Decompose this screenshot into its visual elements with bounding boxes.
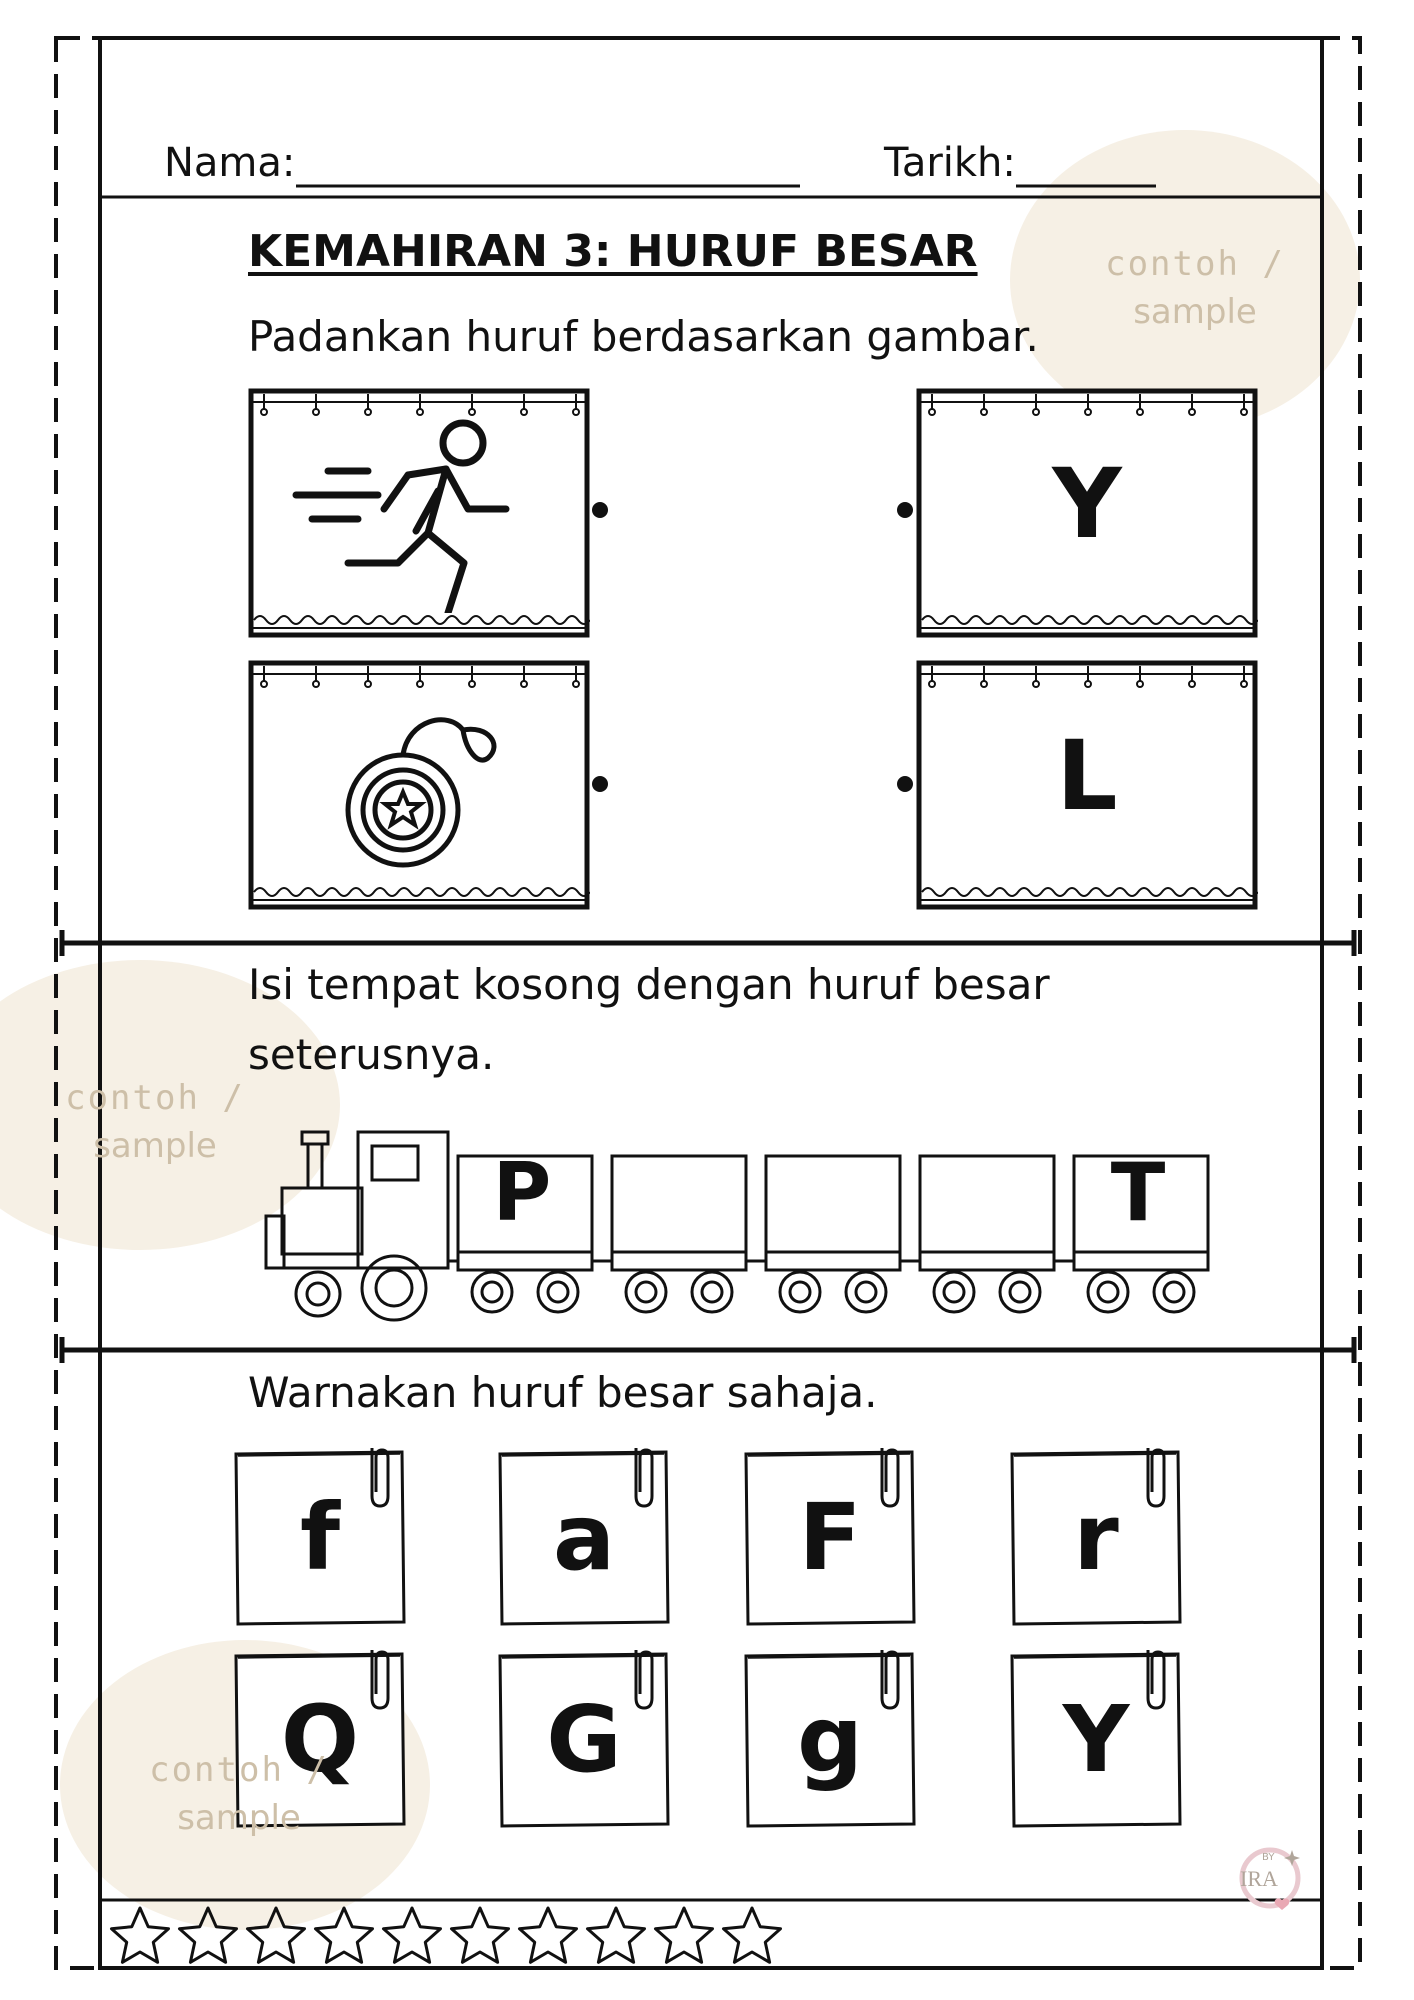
star-rating-row (108, 1904, 808, 1968)
tile-letter: r (1073, 1484, 1119, 1591)
letter-tile[interactable] (742, 1448, 918, 1628)
watermark-line1: contoh / (149, 1750, 329, 1790)
match-dot[interactable] (897, 502, 913, 518)
name-label: Nama: (164, 140, 296, 186)
section2-instruction-line1: Isi tempat kosong dengan huruf besar (248, 960, 1050, 1009)
tile-letter: f (299, 1484, 341, 1591)
watermark-line1: contoh / (1105, 244, 1285, 284)
star-icon[interactable] (724, 1908, 781, 1962)
date-label: Tarikh: (884, 140, 1016, 186)
logo-name: IRA (1240, 1866, 1278, 1891)
tile-letter: a (552, 1484, 616, 1591)
star-icon[interactable] (248, 1908, 305, 1962)
card-letter: Y (1052, 448, 1122, 560)
watermark-line2: sample (1133, 292, 1257, 332)
star-icon[interactable] (588, 1908, 645, 1962)
star-icon[interactable] (316, 1908, 373, 1962)
section2-instruction-line2: seterusnya. (248, 1030, 495, 1079)
letter-tile[interactable] (496, 1650, 672, 1830)
tile-letter: g (797, 1686, 863, 1793)
letter-tile[interactable] (232, 1448, 408, 1628)
worksheet-title: KEMAHIRAN 3: HURUF BESAR (248, 226, 978, 277)
star-icon[interactable] (180, 1908, 237, 1962)
star-icon[interactable] (656, 1908, 713, 1962)
watermark-line2: sample (93, 1126, 217, 1166)
card-letter: L (1056, 720, 1118, 832)
wagon-blank-3[interactable] (766, 1160, 894, 1242)
section1-instruction: Padankan huruf berdasarkan gambar. (248, 312, 1039, 361)
match-dot[interactable] (592, 502, 608, 518)
letter-tile[interactable] (742, 1650, 918, 1830)
watermark-line2: sample (177, 1798, 301, 1838)
letter-tile[interactable] (496, 1448, 672, 1628)
tile-letter: G (546, 1686, 622, 1793)
star-icon[interactable] (452, 1908, 509, 1962)
watermark-mid (50, 1074, 260, 1170)
wagon-letter-5: T (1110, 1146, 1166, 1239)
section3-instruction: Warnakan huruf besar sahaja. (248, 1368, 878, 1417)
tile-letter: F (798, 1484, 862, 1591)
wagon-letter-1: P (492, 1146, 552, 1239)
logo-by: BY (1262, 1852, 1275, 1863)
letter-tile[interactable] (1008, 1650, 1184, 1830)
watermark-top (1090, 240, 1300, 336)
wagon-blank-4[interactable] (920, 1160, 1048, 1242)
match-dot[interactable] (897, 776, 913, 792)
tile-letter: Y (1062, 1686, 1130, 1793)
locomotive-chimney-top (302, 1132, 328, 1144)
watermark-bottom (134, 1746, 344, 1842)
watermark-line1: contoh / (65, 1078, 245, 1118)
star-icon[interactable] (112, 1908, 169, 1962)
letter-tile[interactable] (1008, 1448, 1184, 1628)
star-icon[interactable] (384, 1908, 441, 1962)
wagon-blank-2[interactable] (612, 1160, 740, 1242)
star-icon[interactable] (520, 1908, 577, 1962)
tile-letter: Q (280, 1686, 360, 1793)
match-dot[interactable] (592, 776, 608, 792)
